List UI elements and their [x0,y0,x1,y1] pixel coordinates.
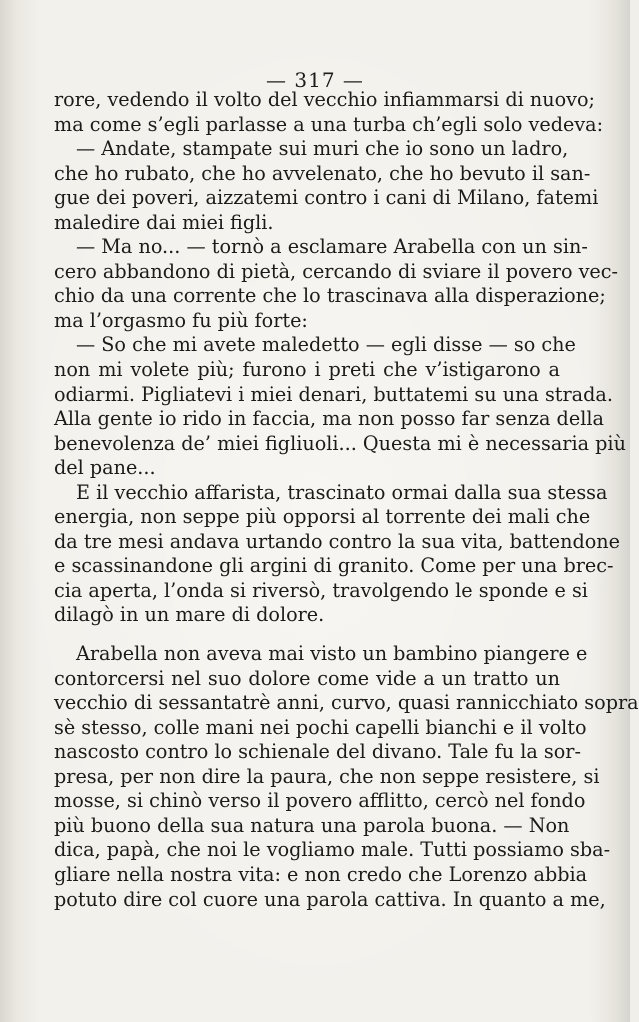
text-line: dilagò in un mare di dolore. [54,603,325,627]
text-line: gliare nella nostra vita: e non credo che Lorenzo abbia [54,862,588,886]
text-line: del pane... [54,456,156,480]
text-line: — Ma no... — tornò a esclamare Arabella con un sin- [76,235,588,259]
text-line: cero abbandono di pietà, cercando di sviare il povero vec- [54,259,619,283]
body-text [54,88,639,912]
text-line: che ho rubato, che ho avvelenato, che ho bevuto il san- [54,161,591,185]
text-line: ma come s’egli parlasse a una turba ch’egli solo vedeva: [54,112,604,136]
text-line: presa, per non dire la paura, che non seppe resistere, si [54,764,600,788]
text-line: dica, papà, che noi le vogliamo male. Tutti possiamo sba- [54,838,611,862]
page-number: — 317 — [266,68,364,92]
text-line: e scassinandone gli argini di granito. Come per una brec- [54,554,614,578]
text-line: — So che mi avete maledetto — egli disse — so che [76,333,576,357]
text-line: non mi volete più; furono i preti che v’istigarono a [54,358,560,382]
text-line: da tre mesi andava urtando contro la sua vita, battendone [54,529,620,553]
text-line: benevolenza de’ miei figliuoli... Questa mi è necessaria più [54,431,626,455]
text-line: cia aperta, l’onda si riversò, travolgendo le sponde e si [54,578,588,602]
text-line: potuto dire col cuore una parola cattiva. In quanto a me, [54,887,606,911]
text-line: vecchio di sessantatrè anni, curvo, quasi rannicchiato sopra [54,691,639,715]
text-line: — Andate, stampate sui muri che io sono un ladro, [76,137,569,161]
text-line: maledire dai miei figli. [54,210,274,234]
text-line: gue dei poveri, aizzatemi contro i cani di Milano, fatemi [54,186,599,210]
text-line: mosse, si chinò verso il povero afflitto, cercò nel fondo [54,789,586,813]
text-line: nascosto contro lo schienale del divano. Tale fu la sor- [54,740,581,764]
text-line: odiarmi. Pigliatevi i miei denari, buttatemi su una strada. [54,382,613,406]
text-line: Arabella non aveva mai visto un bambino piangere e [76,642,588,666]
text-line: sè stesso, colle mani nei pochi capelli bianchi e il volto [54,715,587,739]
text-line: contorcersi nel suo dolore come vide a un tratto un [54,666,560,690]
text-line: energia, non seppe più opporsi al torrente dei mali che [54,505,591,529]
text-line: E il vecchio affarista, trascinato ormai dalla sua stessa [76,480,608,504]
text-line: Alla gente io rido in faccia, ma non posso far senza della [54,407,604,431]
text-line: ma l’orgasmo fu più forte: [54,308,308,332]
text-line: rore, vedendo il volto del vecchio infiammarsi di nuovo; [54,88,595,111]
text-line: chio da una corrente che lo trascinava alla disperazione; [54,284,606,308]
text-line: più buono della sua natura una parola buona. — Non [54,813,570,837]
